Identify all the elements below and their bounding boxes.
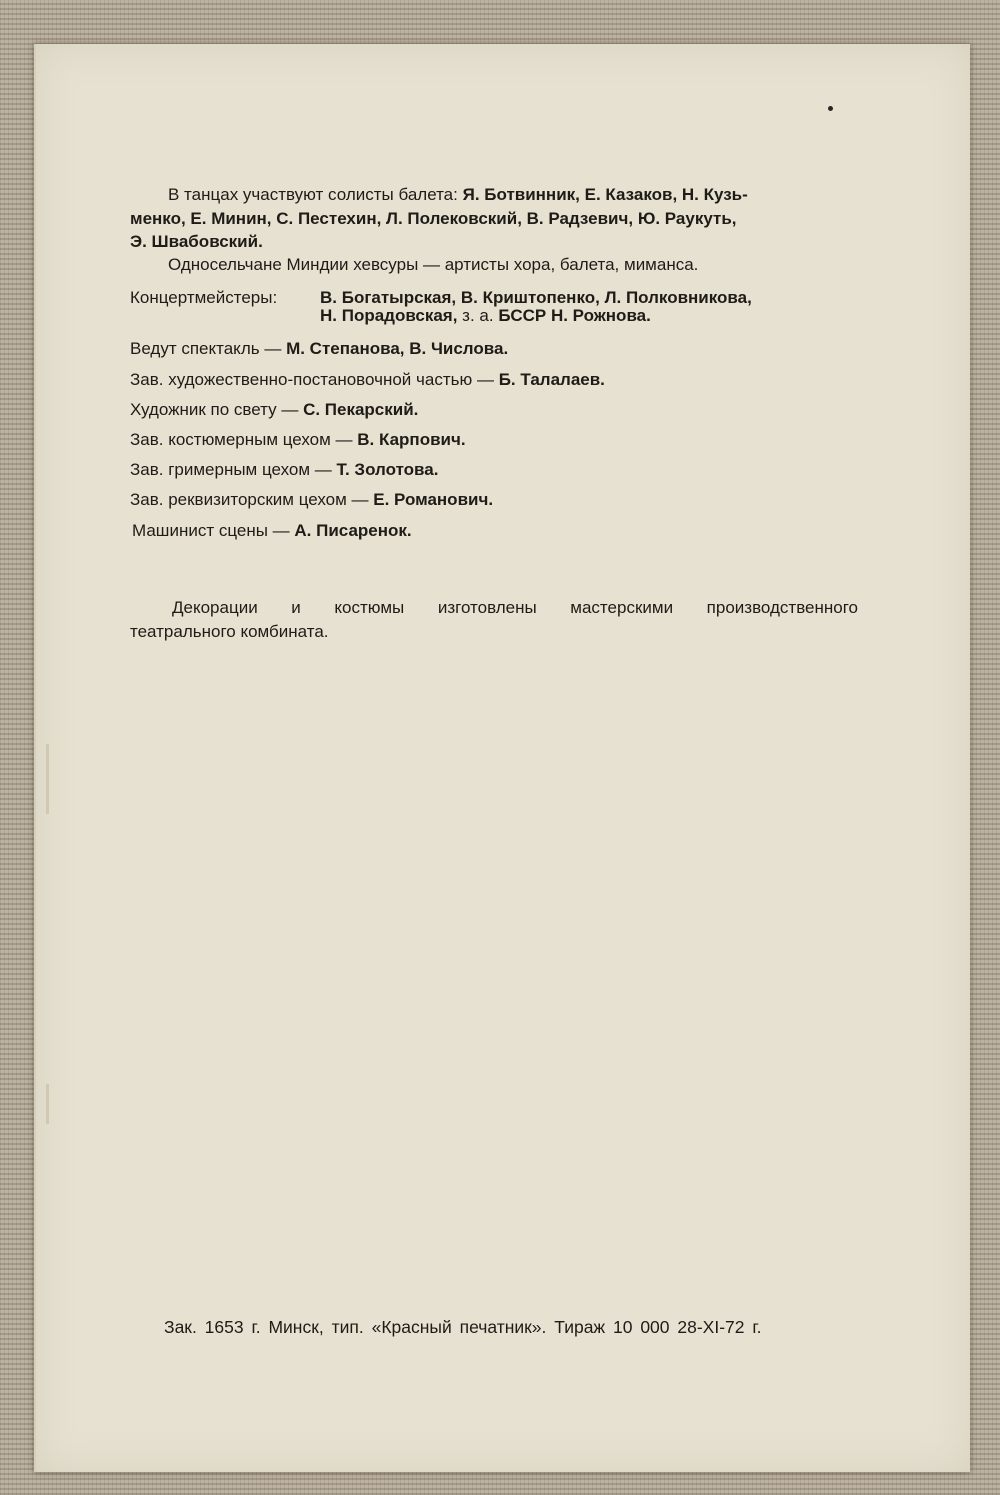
credit-line	[130, 429, 466, 451]
printing-imprint: Зак. 1653 г. Минск, тип. «Красный печатник». Тираж 10 000 28-XI-72 г.	[164, 1317, 762, 1337]
dancers-line-1	[168, 184, 748, 206]
credit-label: Художник по свету —	[130, 400, 299, 419]
accompanists-line-1: В. Богатырская, В. Криштопенко, Л. Полковникова,	[320, 288, 752, 307]
dancers-names-1: Я. Ботвинник, Е. Казаков, Н. Кузь-	[462, 185, 748, 204]
credit-name: Т. Золотова.	[336, 460, 439, 479]
credit-name: Е. Романович.	[373, 490, 494, 509]
credit-label: Зав. костюмерным цехом —	[130, 430, 353, 449]
villagers-line: Односельчане Миндии хевсуры — артисты хора, балета, миманса.	[168, 255, 699, 274]
torn-spine-edge	[46, 744, 49, 814]
dancers-line-3: Э. Швабовский.	[130, 232, 263, 251]
credit-name: С. Пекарский.	[303, 400, 419, 419]
credit-name: А. Писаренок.	[294, 521, 412, 540]
accompanists-title: з. а.	[462, 306, 494, 325]
credit-line	[130, 489, 493, 511]
credit-name: М. Степанова, В. Числова.	[286, 339, 509, 358]
credit-line	[130, 399, 418, 421]
ink-speck	[828, 106, 833, 111]
credit-label: Машинист сцены —	[132, 521, 290, 540]
accompanists-line-2	[320, 305, 651, 327]
credit-label: Ведут спектакль —	[130, 339, 282, 358]
credit-label: Зав. гримерным цехом —	[130, 460, 332, 479]
credit-name: В. Карпович.	[357, 430, 466, 449]
workshop-line-2: театрального комбината.	[130, 622, 329, 641]
credit-line	[132, 520, 412, 542]
accompanists-name: Н. Порадовская,	[320, 306, 458, 325]
credit-label: Зав. реквизиторским цехом —	[130, 490, 369, 509]
accompanists-label: Концертмейстеры:	[130, 288, 278, 307]
credit-line	[130, 369, 605, 391]
credit-line	[130, 338, 508, 360]
workshop-line-1: Декорации и костюмы изготовлены мастерскими производственного	[172, 598, 858, 617]
dancers-line-2: менко, Е. Минин, С. Пестехин, Л. Полековский, В. Радзевич, Ю. Раукуть,	[130, 209, 737, 228]
dancers-intro: В танцах участвуют солисты балета:	[168, 185, 458, 204]
credit-line	[130, 459, 438, 481]
credit-label: Зав. художественно-постановочной частью —	[130, 370, 494, 389]
accompanists-rest: БССР Н. Рожнова.	[498, 306, 651, 325]
credit-name: Б. Талалаев.	[498, 370, 605, 389]
torn-spine-edge	[46, 1084, 49, 1124]
